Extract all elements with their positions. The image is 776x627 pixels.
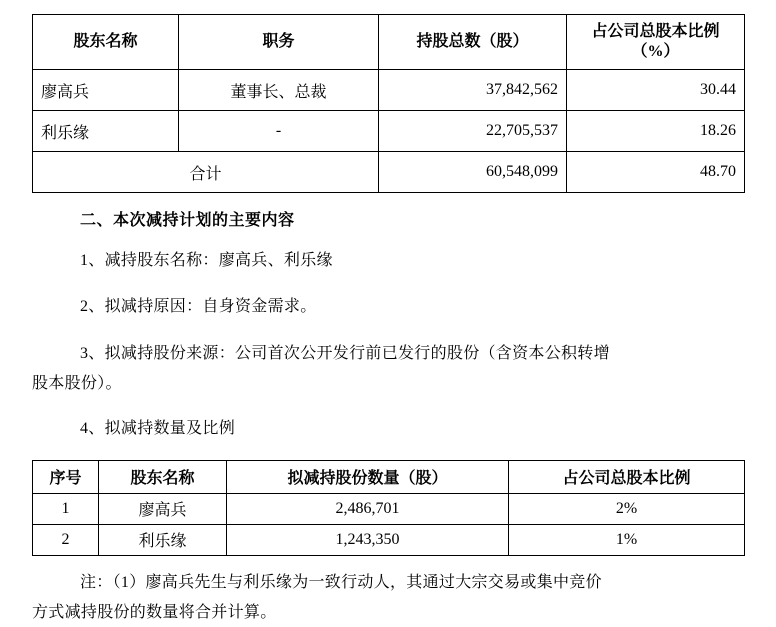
note-line-1: 注：（1）廖高兵先生与利乐缘为一致行动人，其通过大宗交易或集中竞价 [80, 573, 602, 591]
cell-capital-ratio: 2% [509, 493, 745, 524]
cell-shareholder-name: 廖高兵 [33, 70, 179, 111]
table-header-row [33, 15, 745, 70]
paragraph-shareholder-names: 1、减持股东名称：廖高兵、利乐缘 [80, 252, 333, 269]
cell-planned-amount: 1,243,350 [227, 524, 509, 555]
cell-shareholder-name: 利乐缘 [99, 524, 227, 555]
cell-capital-ratio: 30.44 [567, 70, 745, 111]
column-header-title: 职务 [179, 15, 379, 70]
table-header-row [33, 460, 745, 493]
column-header-shareholder-name: 股东名称 [33, 15, 179, 70]
cell-total-shares: 60,548,099 [379, 152, 567, 193]
cell-index: 1 [33, 493, 99, 524]
column-header-capital-ratio: 占公司总股本比例 [509, 460, 745, 493]
reduction-plan-table [32, 460, 745, 556]
column-header-index: 序号 [33, 460, 99, 493]
cell-shareholder-name: 廖高兵 [99, 493, 227, 524]
column-header-total-shares: 持股总数（股） [379, 15, 567, 70]
paragraph-share-source: 3、拟减持股份来源：公司首次公开发行前已发行的股份（含资本公积转增 [80, 344, 610, 362]
paragraph-reason: 2、拟减持原因：自身资金需求。 [80, 298, 317, 316]
cell-total-label: 合计 [33, 152, 379, 193]
cell-capital-ratio: 18.26 [567, 111, 745, 152]
paragraph-share-source-continued: 股本股份）。 [32, 375, 122, 393]
table-row [33, 524, 745, 555]
table-row [33, 493, 745, 524]
cell-title: - [179, 111, 379, 152]
cell-index: 2 [33, 524, 99, 555]
cell-total-shares: 37,842,562 [379, 70, 567, 111]
column-header-shareholder-name: 股东名称 [99, 460, 227, 493]
cell-capital-ratio: 1% [509, 524, 745, 555]
section-heading: 二、本次减持计划的主要内容 [80, 212, 295, 229]
column-header-capital-ratio: 占公司总股本比例（%） [567, 15, 745, 70]
column-header-planned-amount: 拟减持股份数量（股） [227, 460, 509, 493]
cell-total-shares: 22,705,537 [379, 111, 567, 152]
cell-shareholder-name: 利乐缘 [33, 111, 179, 152]
table-total-row [33, 152, 745, 193]
note-line-2: 方式减持股份的数量将合并计算。 [32, 603, 277, 621]
table-row [33, 111, 745, 152]
holdings-table [32, 14, 745, 193]
cell-title: 董事长、总裁 [179, 70, 379, 111]
paragraph-amount-and-ratio: 4、拟减持数量及比例 [80, 419, 236, 437]
cell-total-ratio: 48.70 [567, 152, 745, 193]
table-row [33, 70, 745, 111]
document-page [0, 14, 776, 621]
cell-planned-amount: 2,486,701 [227, 493, 509, 524]
